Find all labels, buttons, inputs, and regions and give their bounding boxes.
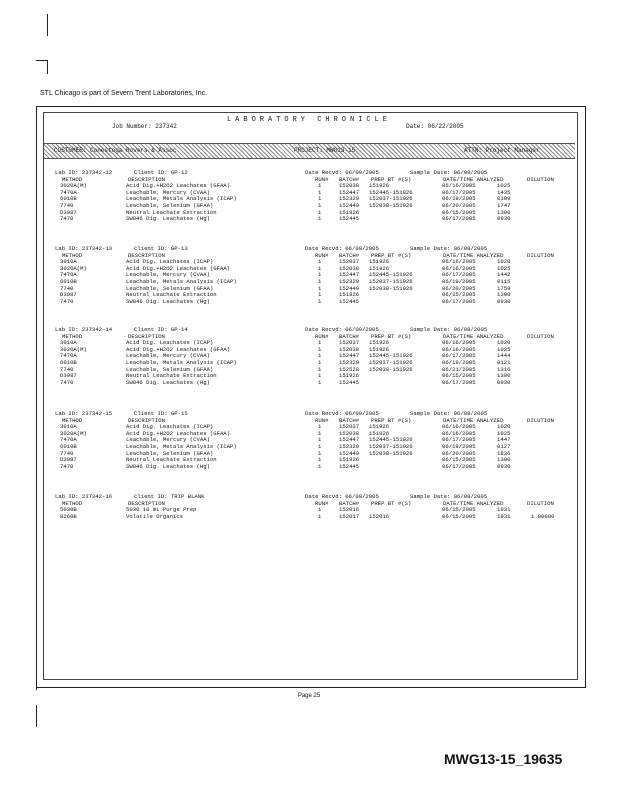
cell-run: 1 <box>318 352 322 360</box>
cell-date: 06/17/2005 <box>442 436 476 444</box>
cell-run: 1 <box>318 188 322 196</box>
sample-date: Sample Date: 06/08/2005 <box>410 245 488 252</box>
cell-date: 06/21/2005 <box>442 365 476 373</box>
cell-run: 1 <box>318 182 322 190</box>
cell-run: 1 <box>318 271 322 279</box>
cell-date: 06/16/2005 <box>442 264 476 272</box>
cell-run: 1 <box>318 359 322 366</box>
cell-prep: 152445-151926 <box>369 436 413 444</box>
col-header-run: RUN# <box>315 499 329 507</box>
cell-dilution: 1.00000 <box>531 512 555 520</box>
col-header-batch: BATCH# <box>339 251 360 259</box>
cell-prep: 152445-151926 <box>369 271 413 279</box>
cell-batch: 152037 <box>339 423 360 431</box>
cell-run: 1 <box>318 365 322 373</box>
client-id: Client ID: GP-13 <box>134 245 188 252</box>
sample-date: Sample Date: 06/08/2005 <box>410 169 488 176</box>
lab-id: Lab ID: 237342-16 <box>55 493 113 500</box>
cell-time: 1300 <box>497 208 511 216</box>
cell-time: 0930 <box>497 297 511 305</box>
cell-time: 0109 <box>497 195 511 203</box>
cell-description: Acid Dig. Leachates (ICAP) <box>126 258 214 266</box>
cell-date: 06/15/2005 <box>442 456 476 464</box>
cell-date: 06/17/2005 <box>442 271 476 279</box>
date-received: Date Recvd: 06/09/2005 <box>305 326 379 333</box>
cell-method: 7740 <box>60 284 74 292</box>
cell-date: 06/19/2005 <box>442 195 476 203</box>
cell-prep: 151926 <box>369 429 390 437</box>
cell-method: D3987 <box>60 291 77 299</box>
cell-date: 06/20/2005 <box>442 202 476 209</box>
col-header-prep: PREP BT #(S) <box>371 175 412 183</box>
cell-batch: 152445 <box>339 215 360 223</box>
cell-time: 0930 <box>497 462 511 470</box>
cell-batch: 152447 <box>339 271 360 279</box>
cell-prep: 152445-151926 <box>369 188 413 196</box>
date-received: Date Recvd: 06/09/2005 <box>305 493 379 500</box>
cell-method: 7740 <box>60 202 74 209</box>
cell-description: Volatile Organics <box>126 512 184 520</box>
cell-run: 1 <box>318 462 322 470</box>
cell-prep: 152016 <box>369 512 390 520</box>
cell-prep: 151926 <box>369 264 390 272</box>
cell-method: D3987 <box>60 372 77 380</box>
cell-method: 3020A(M) <box>60 182 87 190</box>
cell-date: 06/20/2005 <box>442 284 476 292</box>
cell-time: 1020 <box>497 339 511 347</box>
cell-method: 7740 <box>60 449 74 457</box>
col-header-batch: BATCH# <box>339 332 360 340</box>
job-number: Job Number: 237342 <box>112 123 177 130</box>
col-header-batch: BATCH# <box>339 175 360 183</box>
sample-date: Sample Date: 06/08/2005 <box>410 326 488 333</box>
cell-run: 1 <box>318 378 322 386</box>
cell-method: 3010A <box>60 258 77 266</box>
cell-prep: 152445-151926 <box>369 352 413 360</box>
col-header-description: DESCRIPTION <box>128 416 165 424</box>
cell-date: 06/15/2005 <box>442 208 476 216</box>
cell-method: 3020A(M) <box>60 264 87 272</box>
band-label-customer: CUSTOMER: Conestoga Rovers & Assoc. <box>54 147 181 154</box>
cell-run: 1 <box>318 456 322 464</box>
cell-batch: 152038 <box>339 264 360 272</box>
cell-prep: 152038-151926 <box>369 449 413 457</box>
scan-mark <box>47 14 48 36</box>
cell-time: 1931 <box>497 512 511 520</box>
cell-description: Leachable, Metals Analysis (ICAP) <box>126 359 237 366</box>
cell-prep: 151926 <box>369 423 390 431</box>
cell-time: 0121 <box>497 359 511 366</box>
cell-time: 0930 <box>497 378 511 386</box>
header-note: STL Chicago is part of Severn Trent Laboratories, Inc. <box>40 90 208 97</box>
cell-description: Leachable, Metals Analysis (ICAP) <box>126 195 237 203</box>
cell-run: 1 <box>318 449 322 457</box>
cell-time: 1300 <box>497 291 511 299</box>
cell-batch: 152038 <box>339 182 360 190</box>
cell-date: 06/16/2005 <box>442 429 476 437</box>
cell-prep: 152038-151926 <box>369 365 413 373</box>
cell-prep: 152038-151926 <box>369 202 413 209</box>
cell-run: 1 <box>318 506 322 514</box>
cell-run: 1 <box>318 202 322 209</box>
col-header-dilution: DILUTION <box>527 175 554 183</box>
col-header-prep: PREP BT #(S) <box>371 499 412 507</box>
date-received: Date Recvd: 06/09/2005 <box>305 410 379 417</box>
col-header-run: RUN# <box>315 332 329 340</box>
customer-band <box>44 143 575 159</box>
cell-date: 06/17/2005 <box>442 378 476 386</box>
cell-batch: 152037 <box>339 339 360 347</box>
cell-batch: 151926 <box>339 372 360 380</box>
cell-time: 1300 <box>497 456 511 464</box>
cell-time: 1442 <box>497 271 511 279</box>
cell-method: 6010B <box>60 443 77 450</box>
cell-prep: 152038-151926 <box>369 284 413 292</box>
cell-date: 06/17/2005 <box>442 297 476 305</box>
cell-method: 7470 <box>60 378 74 386</box>
cell-date: 06/15/2005 <box>442 506 476 514</box>
cell-time: 1747 <box>497 202 511 209</box>
cell-method: D3987 <box>60 456 77 464</box>
cell-date: 06/20/2005 <box>442 449 476 457</box>
cell-run: 1 <box>318 278 322 285</box>
cell-time: 1025 <box>497 345 511 353</box>
col-header-method: METHOD <box>62 416 83 424</box>
cell-batch: 151926 <box>339 456 360 464</box>
client-id: Client ID: GP-15 <box>134 410 188 417</box>
cell-method: 6010B <box>60 278 77 285</box>
cell-time: 1931 <box>497 506 511 514</box>
scan-mark <box>47 60 48 74</box>
cell-description: Leachable, Selenium (GFAA) <box>126 449 214 457</box>
cell-batch: 152445 <box>339 297 360 305</box>
cell-method: 6010B <box>60 195 77 203</box>
cell-batch: 152329 <box>339 443 360 450</box>
date-received: Date Recvd: 06/09/2005 <box>305 169 379 176</box>
cell-method: 8260B <box>60 512 77 520</box>
col-header-batch: BATCH# <box>339 499 360 507</box>
cell-time: 1020 <box>497 258 511 266</box>
cell-description: Neutral Leachate Extraction <box>126 208 217 216</box>
cell-batch: 152447 <box>339 352 360 360</box>
cell-run: 1 <box>318 208 322 216</box>
cell-batch: 152329 <box>339 359 360 366</box>
cell-date: 06/15/2005 <box>442 512 476 520</box>
cell-batch: 152445 <box>339 462 360 470</box>
cell-prep: 151926 <box>369 258 390 266</box>
col-header-method: METHOD <box>62 175 83 183</box>
page-number: Page 25 <box>297 693 321 699</box>
cell-batch: 152447 <box>339 436 360 444</box>
cell-time: 1300 <box>497 372 511 380</box>
cell-time: 1025 <box>497 429 511 437</box>
lab-id: Lab ID: 237342-14 <box>55 326 113 333</box>
cell-prep: 151926 <box>369 339 390 347</box>
cell-date: 06/19/2005 <box>442 359 476 366</box>
report-title: LABORATORY CHRONICLE <box>226 116 391 124</box>
col-header-analyzed: DATE/TIME ANALYZED <box>443 416 504 424</box>
cell-batch: 152017 <box>339 512 360 520</box>
cell-time: 1316 <box>497 365 511 373</box>
cell-date: 06/17/2005 <box>442 462 476 470</box>
col-header-dilution: DILUTION <box>527 416 554 424</box>
cell-method: 7470A <box>60 188 77 196</box>
cell-method: 7470 <box>60 297 74 305</box>
cell-date: 06/16/2005 <box>442 339 476 347</box>
col-header-description: DESCRIPTION <box>128 175 165 183</box>
cell-description: Acid Dig.+H2O2 Leachates (GFAA) <box>126 345 231 353</box>
cell-method: D3987 <box>60 208 77 216</box>
cell-method: 7470 <box>60 462 74 470</box>
cell-description: Neutral Leachate Extraction <box>126 372 217 380</box>
col-header-dilution: DILUTION <box>527 499 554 507</box>
client-id: Client ID: TRIP BLANK <box>134 493 205 500</box>
cell-run: 1 <box>318 291 322 299</box>
cell-batch: 152329 <box>339 278 360 285</box>
cell-time: 1025 <box>497 264 511 272</box>
cell-description: Acid Dig.+H2O2 Leachates (GFAA) <box>126 429 231 437</box>
band-label-project: PROJECT: MWG13-15 <box>294 147 356 154</box>
col-header-prep: PREP BT #(S) <box>371 332 412 340</box>
cell-method: 7470A <box>60 352 77 360</box>
col-header-analyzed: DATE/TIME ANALYZED <box>443 251 504 259</box>
cell-run: 1 <box>318 215 322 223</box>
cell-run: 1 <box>318 372 322 380</box>
cell-time: 1447 <box>497 436 511 444</box>
cell-prep: 152037-151926 <box>369 443 413 450</box>
cell-description: SW846 Dig. Leachates (Hg) <box>126 297 210 305</box>
cell-prep: 152037-151926 <box>369 359 413 366</box>
cell-description: Leachable, Selenium (GFAA) <box>126 202 214 209</box>
cell-description: SW846 Dig. Leachates (Hg) <box>126 378 210 386</box>
cell-batch: 151926 <box>339 208 360 216</box>
cell-description: Leachable, Metals Analysis (ICAP) <box>126 278 237 285</box>
cell-batch: 152329 <box>339 195 360 203</box>
cell-batch: 152445 <box>339 378 360 386</box>
cell-description: Leachable, Metals Analysis (ICAP) <box>126 443 237 450</box>
col-header-prep: PREP BT #(S) <box>371 251 412 259</box>
cell-method: 7470A <box>60 436 77 444</box>
client-id: Client ID: GP-14 <box>134 326 188 333</box>
cell-batch: 152037 <box>339 258 360 266</box>
lab-id: Lab ID: 237342-13 <box>55 245 113 252</box>
cell-run: 1 <box>318 512 322 520</box>
cell-run: 1 <box>318 429 322 437</box>
cell-time: 0930 <box>497 215 511 223</box>
cell-description: Neutral Leachate Extraction <box>126 456 217 464</box>
cell-method: 3020A(M) <box>60 429 87 437</box>
col-header-description: DESCRIPTION <box>128 251 165 259</box>
col-header-batch: BATCH# <box>339 416 360 424</box>
cell-date: 06/19/2005 <box>442 278 476 285</box>
cell-batch: 151926 <box>339 291 360 299</box>
cell-date: 06/16/2005 <box>442 423 476 431</box>
cell-run: 1 <box>318 258 322 266</box>
cell-time: 0127 <box>497 443 511 450</box>
col-header-dilution: DILUTION <box>527 332 554 340</box>
col-header-method: METHOD <box>62 332 83 340</box>
cell-time: 1025 <box>497 182 511 190</box>
cell-description: Acid Dig. Leachates (ICAP) <box>126 423 214 431</box>
cell-batch: 152038 <box>339 429 360 437</box>
cell-run: 1 <box>318 284 322 292</box>
cell-method: 3020A(M) <box>60 345 87 353</box>
cell-run: 1 <box>318 436 322 444</box>
col-header-run: RUN# <box>315 251 329 259</box>
cell-date: 06/17/2005 <box>442 215 476 223</box>
client-id: Client ID: GP-12 <box>134 169 188 176</box>
cell-method: 3010A <box>60 423 77 431</box>
cell-description: Acid Dig.+H2O2 Leachates (GFAA) <box>126 182 231 190</box>
cell-prep: 151926 <box>369 182 390 190</box>
cell-description: Acid Dig. Leachates (ICAP) <box>126 339 214 347</box>
cell-description: Leachable, Mercury (CVAA) <box>126 271 210 279</box>
cell-run: 1 <box>318 345 322 353</box>
cell-method: 7470 <box>60 215 74 223</box>
cell-run: 1 <box>318 423 322 431</box>
scan-mark <box>36 705 37 727</box>
cell-time: 1836 <box>497 449 511 457</box>
cell-time: 1435 <box>497 188 511 196</box>
cell-description: SW846 Dig. Leachates (Hg) <box>126 215 210 223</box>
cell-description: Acid Dig.+H2O2 Leachates (GFAA) <box>126 264 231 272</box>
cell-batch: 152449 <box>339 284 360 292</box>
cell-method: 6010B <box>60 359 77 366</box>
sample-date: Sample Date: 06/08/2005 <box>410 493 488 500</box>
cell-date: 06/19/2005 <box>442 443 476 450</box>
lab-id: Lab ID: 237342-12 <box>55 169 113 176</box>
col-header-method: METHOD <box>62 251 83 259</box>
col-header-run: RUN# <box>315 175 329 183</box>
cell-time: 1444 <box>497 352 511 360</box>
cell-description: Leachable, Mercury (CVAA) <box>126 436 210 444</box>
cell-batch: 152449 <box>339 202 360 209</box>
cell-method: 7740 <box>60 365 74 373</box>
cell-batch: 152038 <box>339 345 360 353</box>
lab-id: Lab ID: 237342-15 <box>55 410 113 417</box>
col-header-description: DESCRIPTION <box>128 332 165 340</box>
report-date: Date: 06/22/2005 <box>406 123 464 130</box>
cell-date: 06/15/2005 <box>442 291 476 299</box>
band-label-attn: ATTN: Project Manager <box>464 147 540 154</box>
cell-batch: 152447 <box>339 188 360 196</box>
col-header-analyzed: DATE/TIME ANALYZED <box>443 499 504 507</box>
cell-batch: 152449 <box>339 449 360 457</box>
cell-time: 1020 <box>497 423 511 431</box>
col-header-description: DESCRIPTION <box>128 499 165 507</box>
col-header-analyzed: DATE/TIME ANALYZED <box>443 332 504 340</box>
cell-run: 1 <box>318 339 322 347</box>
cell-method: 3010A <box>60 339 77 347</box>
cell-prep: 152037-151926 <box>369 195 413 203</box>
cell-run: 1 <box>318 443 322 450</box>
cell-date: 06/17/2005 <box>442 188 476 196</box>
cell-method: 5030B <box>60 506 77 514</box>
cell-run: 1 <box>318 264 322 272</box>
cell-prep: 152037-151926 <box>369 278 413 285</box>
col-header-method: METHOD <box>62 499 83 507</box>
cell-run: 1 <box>318 195 322 203</box>
date-received: Date Recvd: 06/09/2005 <box>305 245 379 252</box>
col-header-dilution: DILUTION <box>527 251 554 259</box>
col-header-run: RUN# <box>315 416 329 424</box>
cell-date: 06/17/2005 <box>442 352 476 360</box>
col-header-prep: PREP BT #(S) <box>371 416 412 424</box>
document-id: MWG13-15_19635 <box>444 751 563 767</box>
cell-date: 06/16/2005 <box>442 182 476 190</box>
cell-description: Leachable, Mercury (CVAA) <box>126 188 210 196</box>
cell-date: 06/16/2005 <box>442 258 476 266</box>
cell-date: 06/15/2005 <box>442 372 476 380</box>
cell-time: 0115 <box>497 278 511 285</box>
col-header-analyzed: DATE/TIME ANALYZED <box>443 175 504 183</box>
cell-run: 1 <box>318 297 322 305</box>
cell-prep: 151926 <box>369 345 390 353</box>
cell-method: 7470A <box>60 271 77 279</box>
sample-date: Sample Date: 06/08/2005 <box>410 410 488 417</box>
cell-time: 1759 <box>497 284 511 292</box>
cell-batch: 152528 <box>339 365 360 373</box>
cell-description: SW846 Dig. Leachates (Hg) <box>126 462 210 470</box>
cell-date: 06/16/2005 <box>442 345 476 353</box>
cell-description: Neutral Leachate Extraction <box>126 291 217 299</box>
cell-description: Leachable, Mercury (CVAA) <box>126 352 210 360</box>
cell-description: 5030 10 mL Purge Prep <box>126 506 197 514</box>
cell-description: Leachable, Selenium (GFAA) <box>126 365 214 373</box>
cell-batch: 152016 <box>339 506 360 514</box>
cell-description: Leachable, Selenium (GFAA) <box>126 284 214 292</box>
